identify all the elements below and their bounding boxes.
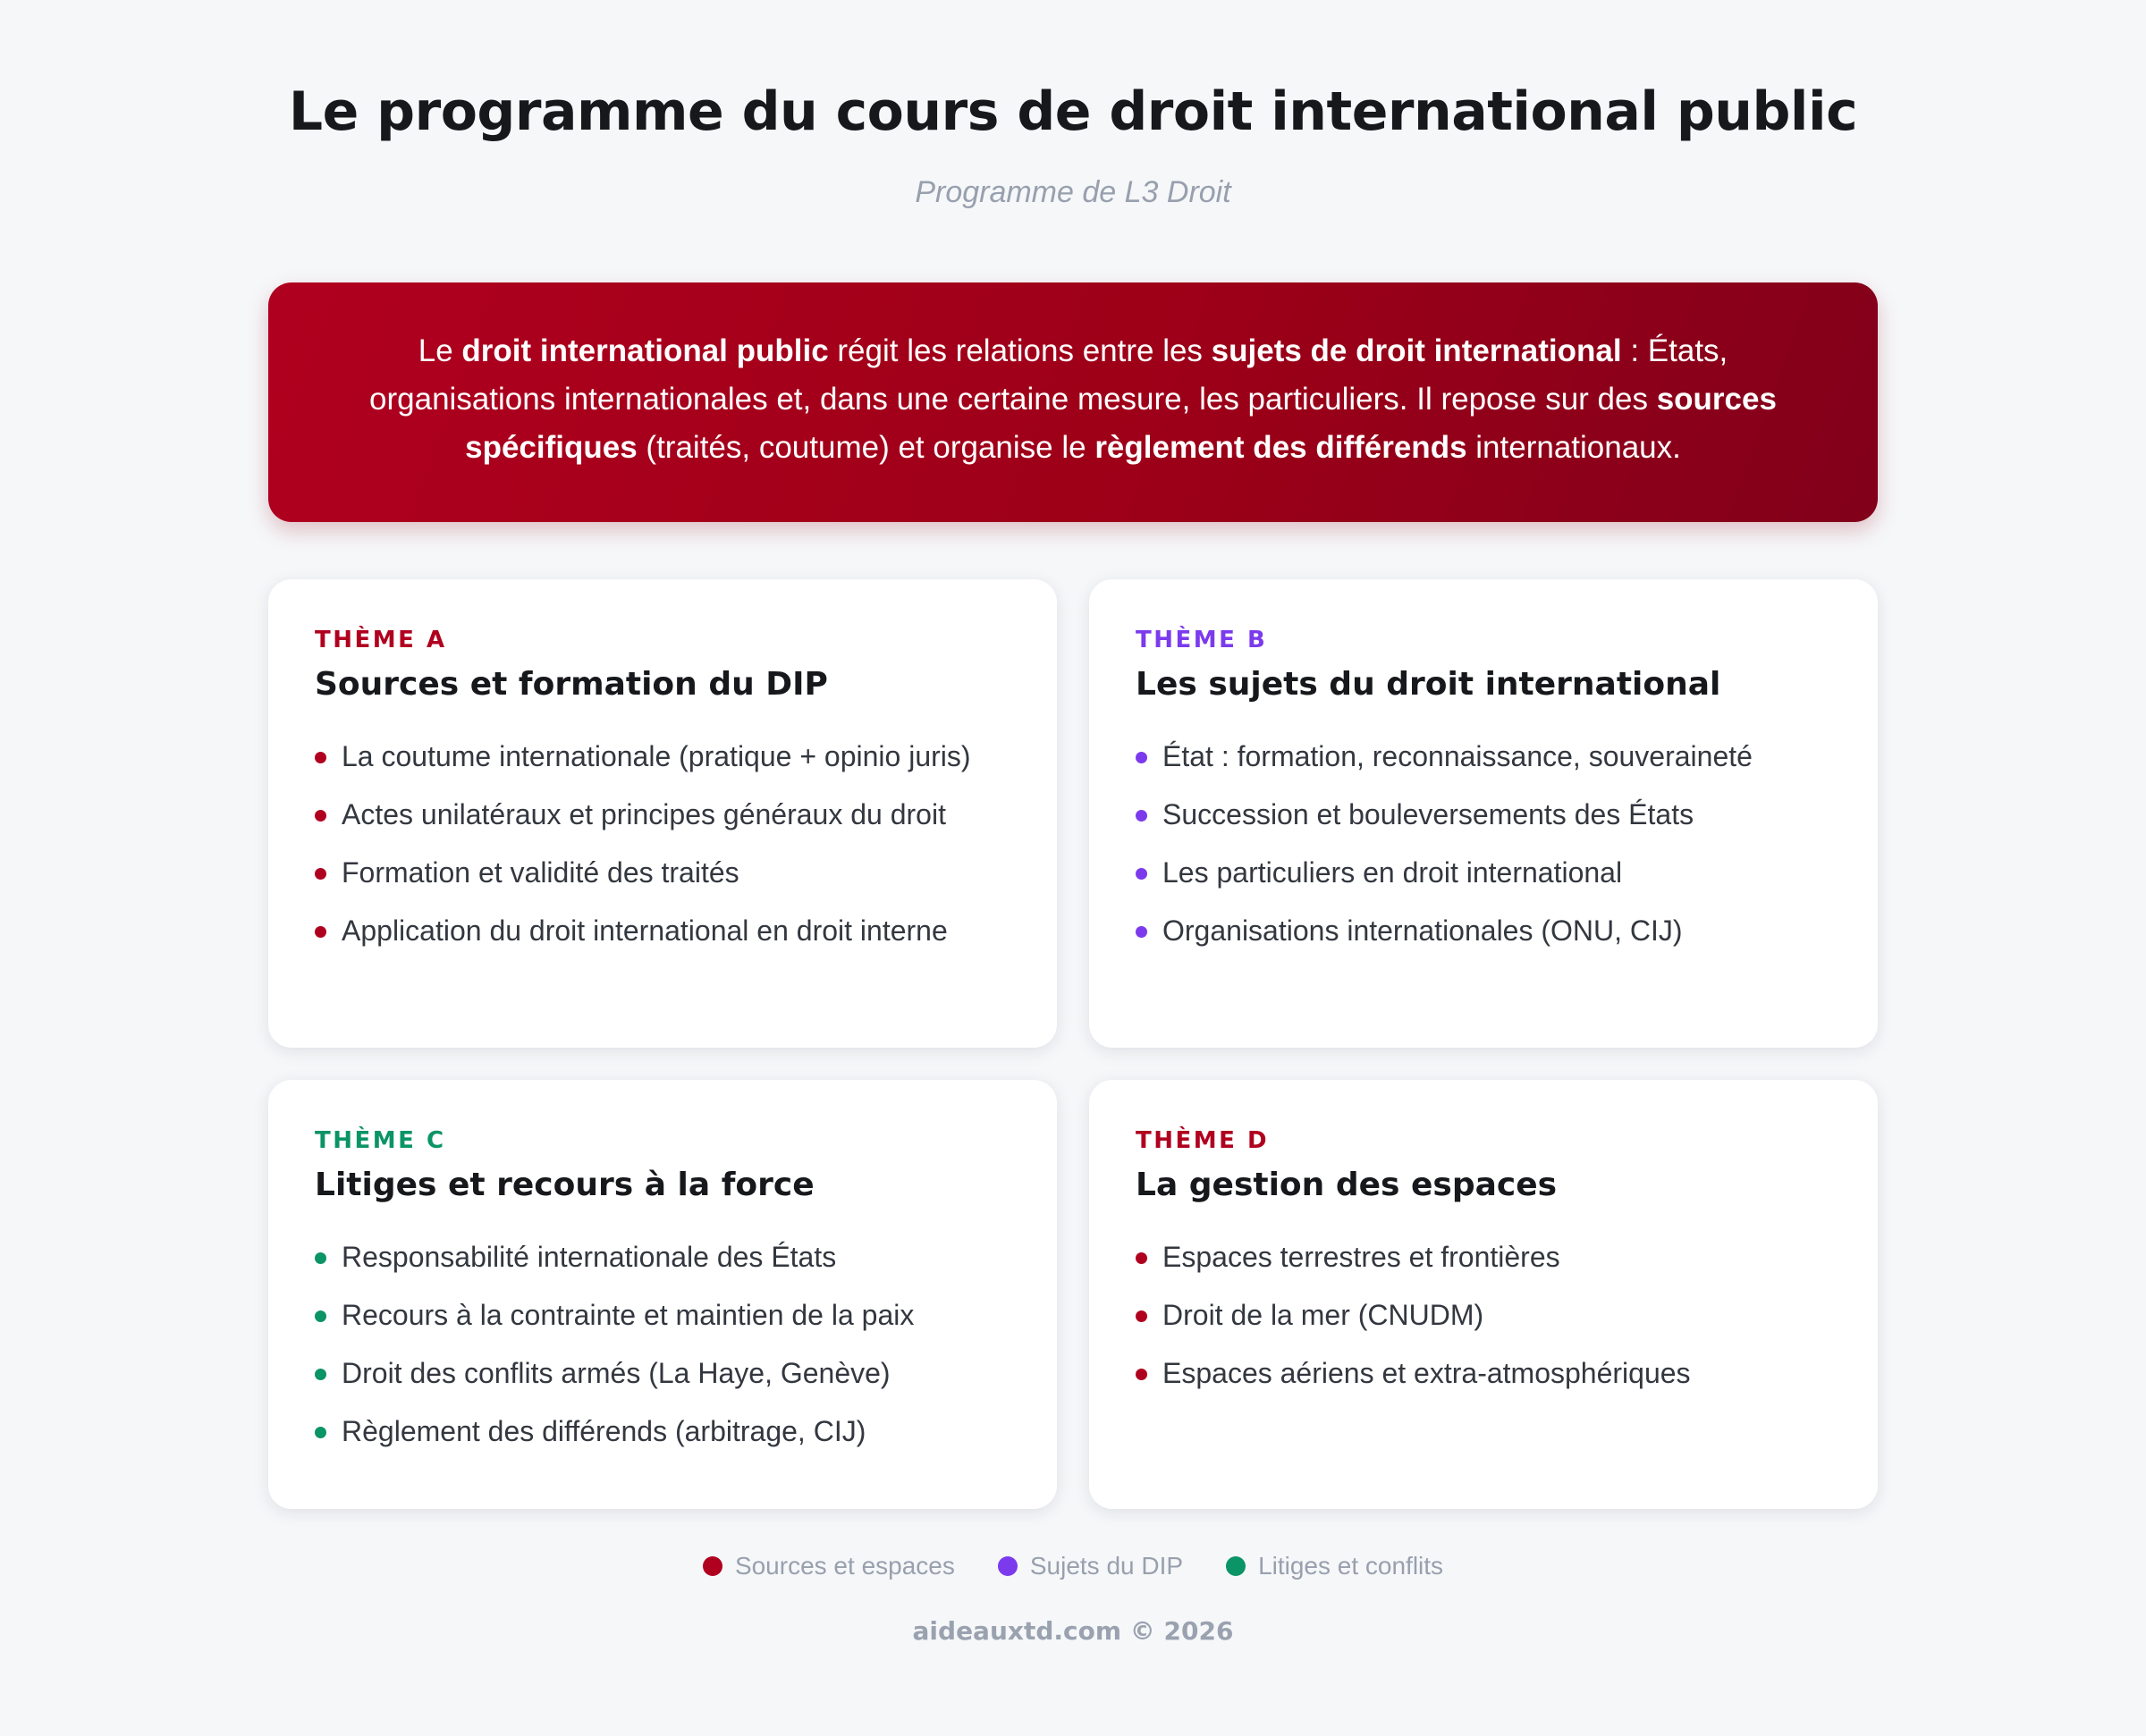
list-item — [315, 1295, 1010, 1335]
intro-keyword: sources spécifiques — [465, 382, 1777, 465]
bullet-dot-icon — [1136, 1369, 1147, 1380]
bullet-dot-icon — [1136, 810, 1147, 822]
list-item — [315, 853, 1010, 892]
page-subtitle: Programme de L3 Droit — [915, 175, 1231, 209]
intro-segment: régit les relations entre les — [828, 333, 1212, 368]
bullet-dot-icon — [315, 1427, 326, 1438]
list-item — [315, 1412, 1010, 1451]
bullet-dot-icon — [315, 926, 326, 938]
list-item-text: Recours à la contrainte et maintien de la paix — [342, 1299, 915, 1331]
intro-text — [340, 327, 1806, 472]
list-item-text: Les particuliers en droit international — [1162, 856, 1623, 889]
theme-item-list — [1136, 737, 1831, 950]
list-item-text: Droit des conflits armés (La Haye, Genève) — [342, 1357, 891, 1389]
list-item — [315, 911, 1010, 950]
list-item-text: Formation et validité des traités — [342, 856, 739, 889]
list-item — [315, 1353, 1010, 1393]
theme-label: THÈME B — [1136, 627, 1268, 653]
legend-label: Litiges et conflits — [1258, 1552, 1444, 1580]
bullet-dot-icon — [1136, 868, 1147, 880]
list-item — [1136, 1237, 1831, 1277]
theme-label: THÈME C — [315, 1127, 446, 1154]
theme-title: Les sujets du droit international — [1136, 666, 1721, 703]
list-item-text: Règlement des différends (arbitrage, CIJ) — [342, 1415, 866, 1447]
list-item — [1136, 911, 1831, 950]
theme-card-d — [1089, 1080, 1878, 1509]
legend-dot-icon — [998, 1556, 1018, 1576]
list-item — [315, 1237, 1010, 1277]
list-item — [315, 795, 1010, 834]
legend-dot-icon — [1226, 1556, 1246, 1576]
list-item — [1136, 737, 1831, 776]
theme-title: Litiges et recours à la force — [315, 1167, 815, 1203]
list-item — [1136, 1353, 1831, 1393]
list-item — [1136, 853, 1831, 892]
theme-label: THÈME D — [1136, 1127, 1270, 1154]
list-item-text: Organisations internationales (ONU, CIJ) — [1162, 914, 1683, 947]
theme-item-list — [315, 737, 1010, 950]
legend-item — [1226, 1552, 1443, 1580]
bullet-dot-icon — [1136, 1252, 1147, 1264]
list-item-text: Espaces aériens et extra-atmosphériques — [1162, 1357, 1691, 1389]
intro-segment: (traités, coutume) et organise le — [637, 430, 1095, 465]
intro-keyword: sujets de droit international — [1211, 333, 1622, 368]
list-item — [315, 737, 1010, 776]
theme-card-c — [268, 1080, 1057, 1509]
list-item-text: Succession et bouleversements des États — [1162, 798, 1694, 830]
legend-label: Sujets du DIP — [1029, 1552, 1184, 1580]
theme-title: La gestion des espaces — [1136, 1167, 1558, 1203]
list-item-text: Espaces terrestres et frontières — [1162, 1241, 1560, 1273]
legend-label: Sources et espaces — [734, 1552, 955, 1580]
list-item — [1136, 1295, 1831, 1335]
list-item-text: La coutume internationale (pratique + opinio juris) — [342, 740, 971, 772]
page-title: Le programme du cours de droit international public — [288, 80, 1858, 143]
list-item-text: Responsabilité internationale des États — [342, 1241, 837, 1273]
list-item-text: Actes unilatéraux et principes généraux du droit — [342, 798, 946, 830]
list-item — [1136, 795, 1831, 834]
theme-item-list — [1136, 1237, 1831, 1393]
legend — [0, 1552, 2146, 1580]
theme-item-list — [315, 1237, 1010, 1451]
footer-credit: aideauxtd.com © 2026 — [912, 1616, 1234, 1646]
theme-card-b — [1089, 579, 1878, 1048]
legend-item — [998, 1552, 1183, 1580]
bullet-dot-icon — [1136, 752, 1147, 763]
bullet-dot-icon — [1136, 926, 1147, 938]
bullet-dot-icon — [315, 1252, 326, 1264]
intro-keyword: droit international public — [461, 333, 829, 368]
bullet-dot-icon — [315, 868, 326, 880]
list-item-text: Droit de la mer (CNUDM) — [1162, 1299, 1484, 1331]
theme-label: THÈME A — [315, 627, 447, 653]
intro-segment: internationaux. — [1466, 430, 1681, 465]
legend-item — [703, 1552, 955, 1580]
bullet-dot-icon — [315, 1310, 326, 1322]
bullet-dot-icon — [315, 810, 326, 822]
intro-keyword: règlement des différends — [1094, 430, 1467, 465]
list-item-text: Application du droit international en droit interne — [342, 914, 948, 947]
list-item-text: État : formation, reconnaissance, souveraineté — [1162, 740, 1753, 772]
intro-banner — [268, 282, 1878, 522]
bullet-dot-icon — [1136, 1310, 1147, 1322]
theme-title: Sources et formation du DIP — [315, 666, 828, 703]
bullet-dot-icon — [315, 752, 326, 763]
theme-card-a — [268, 579, 1057, 1048]
intro-segment: Le — [418, 333, 462, 368]
legend-dot-icon — [703, 1556, 722, 1576]
intro-segment: : États, organisations internationales et, dans une certaine mesure, les particuliers. Il repose sur des — [369, 333, 1728, 417]
bullet-dot-icon — [315, 1369, 326, 1380]
